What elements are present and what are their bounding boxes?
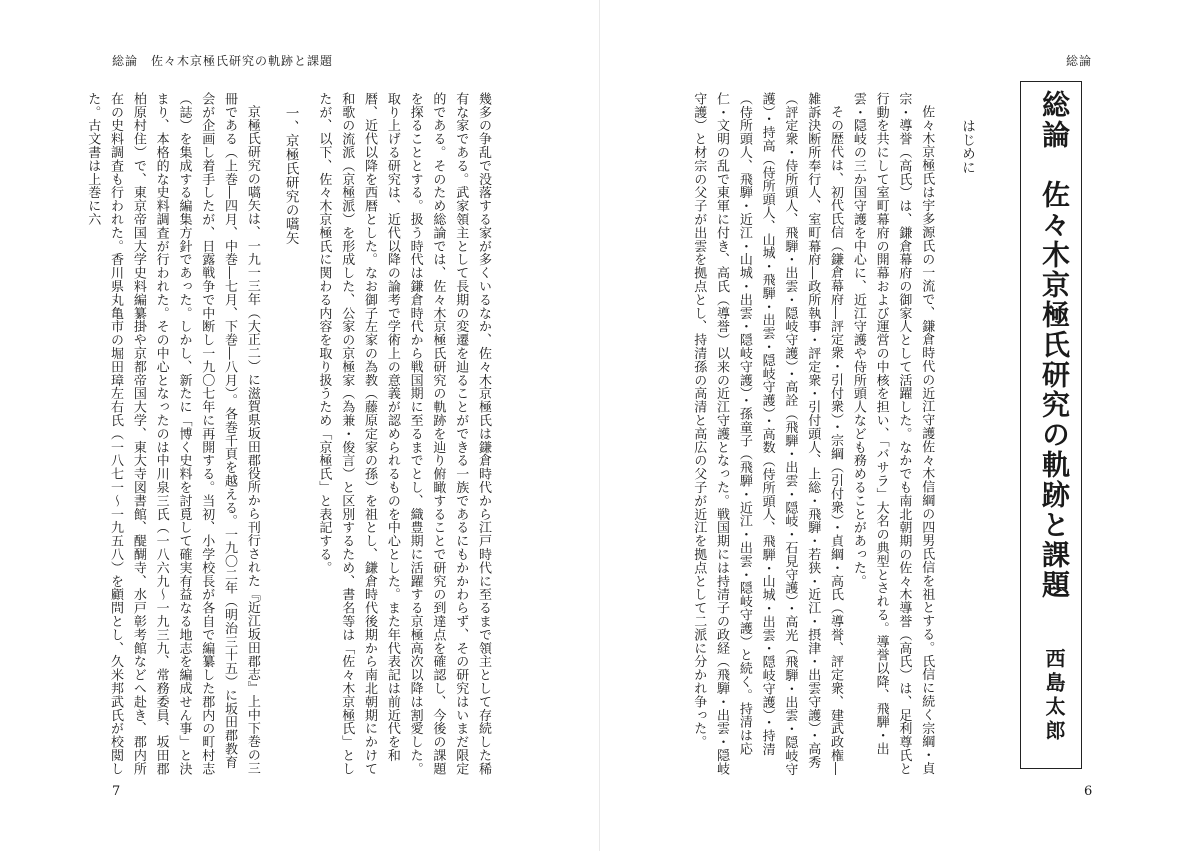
section-heading-1: 一、京極氏研究の嚆矢 [282,105,299,245]
heading-hajimeni: はじめに [959,119,975,175]
page-number-left: 7 [112,784,121,799]
running-head-left: 総論 佐々木京極氏研究の軌跡と課題 [112,54,334,68]
left-page-body [0,92,494,782]
running-head-right: 総論 [1066,54,1093,68]
intro-paragraph-2: その歴代は、初代氏信（鎌倉幕府―評定衆・引付衆）・宗綱（引付衆）・貞綱・高氏（導誉、評定衆、建武政権―雑訴決断所奉行人、室町幕府―政所執事・評定衆・引付頭人、上総・飛騨・若狭・近江・摂津・出雲守護）・高秀（評定衆・侍所頭人、飛騨・出雲・隠岐守護）・高詮（飛騨・出雲・隠岐・石見守護）・高光（飛騨・出雲・隠岐守護）・持高（侍所頭人、山城・飛騨・出雲・隠岐守護）・高数（侍所頭人、飛騨・山城・出雲・隠岐守護）・持清（侍所頭人、飛騨・近江・山城・出雲・隠岐守護）・孫童子（飛騨・近江・出雲・隠岐守護）と続く。持清は応仁・文明の乱で東軍に付き、高氏（導誉）以来の近江守護となった。戦国期には持清子の政経（飛騨・出雲・隠岐守護）と材宗の父子が出雲を拠点とし、持清孫の高清と高広の父子が近江を拠点として二派に分かれ争った。 [691,92,844,776]
intro-paragraph-1: 佐々木京極氏は宇多源氏の一流で、鎌倉時代の近江守護佐々木信綱の四男氏信を祖とする。氏信に続く宗綱・貞宗・導誉（高氏）は、鎌倉幕府の御家人として活躍した。なかでも南北朝期の佐々木導誉（高氏）は、足利尊氏と行動を共にして室町幕府の開幕および運営の中核を担い、「バサラ」大名の典型とされる。導誉以降、飛騨・出雲・隠岐の三か国守護を中心に、近江守護や侍所頭人なども務めることがあった。 [850,92,935,776]
chapter-title: 総論 佐々木京極氏研究の軌跡と課題 [1038,90,1071,600]
author-name: 西島太郎 [1042,648,1066,744]
intro-paragraph-3: 幾多の争乱で没落する家が多くいるなか、佐々木京極氏は鎌倉時代から江戸時代に至るまで領主として存続した稀有な家である。武家領主として長期の変遷を辿ることができる一族であるにもかかわらず、その研究はいまだ限定的である。そのため総論では、佐々木京極氏研究の軌跡を辿り俯瞰することで研究の到達点を確認し、今後の課題を探ることとする。扱う時代は鎌倉時代から戦国期に至るまでとし、織豊期に活躍する京極高次以降は割愛した。取り上げる研究は、近代以降の論考で学術上の意義が認められるものを中心とした。また年代表記は前近代を和暦、近代以降を西暦とした。なお御子左家の為教（藤原定家の孫）を祖とし、鎌倉時代後期から南北朝期にかけて和歌の流派（京極派）を形成した、公家の京極家（為兼・俊言）と区別するため、書名等は「佐々木京極氏」としたが、以下、佐々木京極氏に関わる内容を取り扱うため「京極氏」と表記する。 [316,92,491,776]
section-1-paragraph: 京極氏研究の嚆矢は、一九一三年（大正二）に滋賀県坂田郡役所から刊行された『近江坂田郡志』上中下巻の三冊である（上巻―四月、中巻―七月、下巻―八月）。各巻千頁を越える。一九〇二年（明治三十五）に坂田郡教育会が企画し着手したが、日露戦争で中断し一九〇七年に再開する。当初、小学校長が各自で編纂した郡内の町村志（誌）を集成する編集方針であった。しかし、新たに「博く史料を討覓して確実有益なる地志を編成せん事」と決まり、本格的な史料調査が行われた。その中心となったのは中川泉三氏（一八六九～一九三九、常務委員、坂田郡柏原村住）で、東京帝国大学史料編纂掛や京都帝国大学、東大寺図書館、醍醐寺、水戸彰考館などへ赴き、郡内所在の史料調査も行われた。香川県丸亀市の堀田璋左右氏（一八七一～一九五八）を顧問とし、久米邦武氏が校閲した。古文書は上巻に六 [85,92,260,776]
page-number-right: 6 [1084,784,1093,799]
right-page-body [660,92,978,782]
